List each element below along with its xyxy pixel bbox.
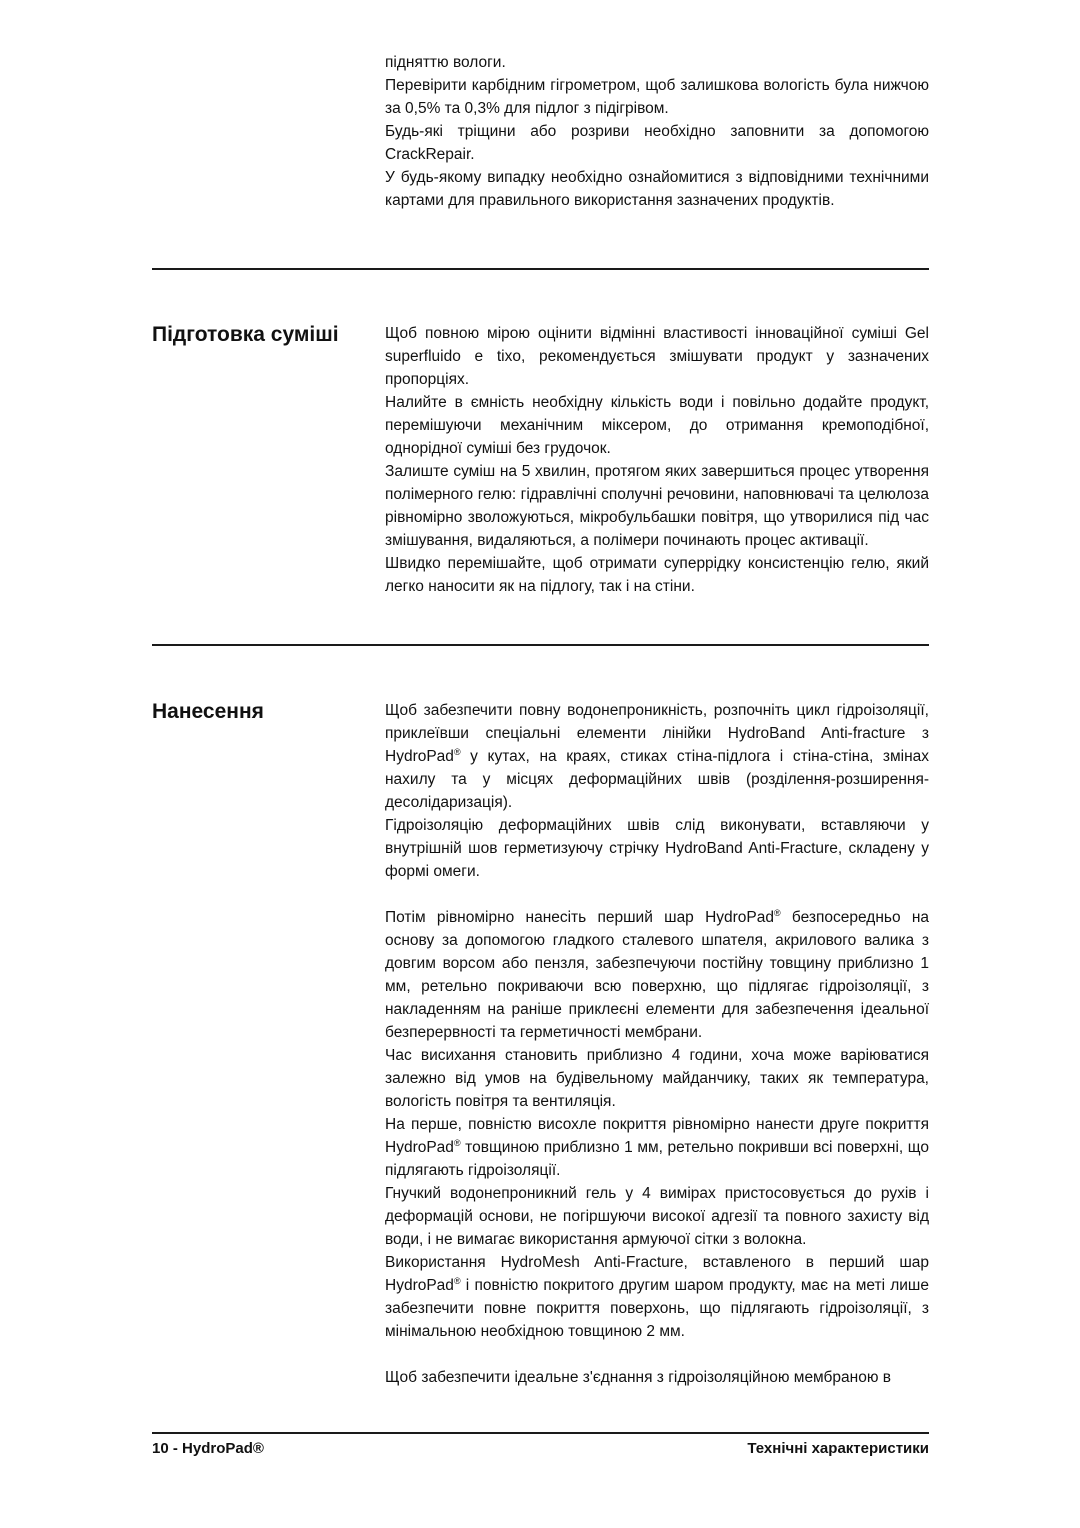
paragraph-gap: [385, 883, 929, 906]
section-divider: [152, 268, 929, 270]
section-paragraph: Швидко перемішайте, щоб отримати суперрідку консистенцію гелю, який легко наносити як на підлогу, так і на стіни.: [385, 555, 929, 595]
section-divider: [152, 644, 929, 646]
intro-text-block: [385, 51, 929, 212]
section-paragraph: Щоб забезпечити ідеальне з'єднання з гідроізоляційною мембраною в: [385, 1369, 892, 1386]
footer-divider: [152, 1432, 929, 1434]
section-paragraph: Використання HydroMesh Anti-Fracture, вставленого в перший шар HydroPad® і повністю покритого другим шаром продукту, має на меті лише забезпечити повне покриття поверхонь, що підлягають гідроізоляції, з мінімальною необхідною товщиною 2 мм.: [385, 1254, 929, 1340]
section-heading: Підготовка суміші: [152, 323, 339, 346]
section-heading-column: [152, 322, 385, 347]
section-application: [152, 699, 929, 1389]
section-paragraph: Потім рівномірно нанесіть перший шар HydroPad® безпосередньо на основу за допомогою гладкого сталевого шпателя, акрилового валика з довгим ворсом або пензля, забезпечуючи постійну товщину приблизно 1 мм, ретельно покриваючи всю поверхню, що підлягає гідроізоляції, з накладенням на раніше приклеєні елементи для забезпечення ідеальної безперервності та герметичності мембрани.: [385, 907, 930, 1041]
section-paragraph: Час висихання становить приблизно 4 години, хоча може варіюватися залежно від умов на будівельному майданчику, таких як температура, вологість повітря та вентиляція.: [385, 1047, 929, 1110]
section-paragraph: Гнучкий водонепроникний гель у 4 вимірах пристосовується до рухів і деформацій основи, не погіршуючи високої адгезії та повного захисту від води, і не вимагає використання армуючої сітки з волокна.: [385, 1185, 929, 1248]
footer-page-number: 10 - HydroPad®: [152, 1440, 264, 1457]
page-footer: [152, 1440, 929, 1457]
section-paragraph: Щоб забезпечити повну водонепроникність, розпочніть цикл гідроізоляції, приклеївши спеціальні елементи лінійки HydroBand Anti-fracture з HydroPad® у кутах, на краях, стиках стіна-підлога і стіна-стіна, змінах нахилу та у місцях деформаційних швів (розділення-розширення-десолідаризація).: [385, 702, 929, 811]
section-paragraph: На перше, повністю висохле покриття рівномірно нанести друге покриття HydroPad® товщиною приблизно 1 мм, ретельно покривши всі поверхні, що підлягають гідроізоляції.: [385, 1116, 929, 1179]
section-paragraph: Щоб повною мірою оцінити відмінні властивості інноваційної суміші Gel superfluido e tixo, рекомендується змішувати продукт у зазначених пропорціях.: [385, 325, 929, 388]
section-text-column: [385, 699, 929, 1389]
section-mix-preparation: [152, 322, 929, 598]
intro-paragraph: У будь-якому випадку необхідно ознайомитися з відповідними технічними картами для правильного використання зазначених продуктів.: [385, 169, 929, 209]
section-text-column: [385, 322, 929, 598]
section-paragraph: Залиште суміш на 5 хвилин, протягом яких завершиться процес утворення полімерного гелю: гідравлічні сполучні речовини, наповнювачі та целюлоза рівномірно зволожуються, мікробульбашки повітря, що утворилися під час змішування, видаляються, а полімери починають процес активації.: [385, 463, 929, 549]
section-paragraph: Гідроізоляцію деформаційних швів слід виконувати, вставляючи у внутрішній шов герметизуючу стрічку HydroBand Anti-Fracture, складену у формі омеги.: [385, 817, 929, 880]
intro-paragraph: підняттю вологи.: [385, 54, 506, 71]
intro-paragraph: Будь-які тріщини або розриви необхідно заповнити за допомогою CrackRepair.: [385, 123, 929, 163]
section-paragraph: Налийте в ємність необхідну кількість води і повільно додайте продукт, перемішуючи механічним міксером, до отримання кремоподібної, однорідної суміші без грудочок.: [385, 394, 929, 457]
footer-document-title: Технічні характеристики: [747, 1440, 929, 1457]
section-heading-column: [152, 699, 385, 724]
paragraph-gap: [385, 1343, 929, 1366]
intro-paragraph: Перевірити карбідним гігрометром, щоб залишкова вологість була нижчою за 0,5% та 0,3% для підлог з підігрівом.: [385, 77, 929, 117]
section-heading: Нанесення: [152, 700, 264, 723]
